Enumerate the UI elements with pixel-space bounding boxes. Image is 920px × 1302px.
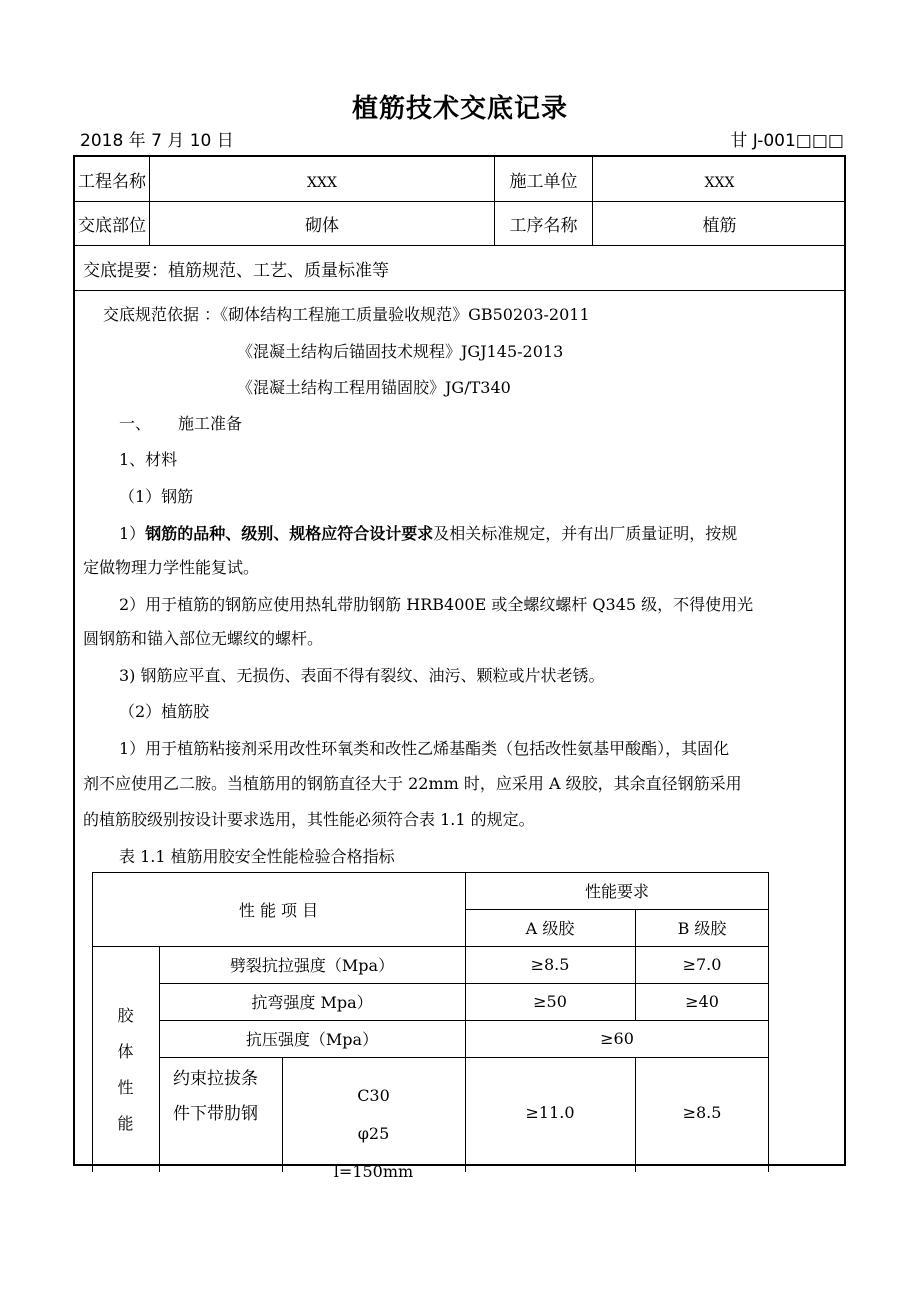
project-name-label: 工程名称 <box>78 171 146 192</box>
table-caption: 表 1.1 植筋用胶安全性能检验合格指标 <box>119 847 395 866</box>
row4-name <box>159 1062 282 1132</box>
group-char-3: 性 <box>117 1078 134 1097</box>
rebar-line-2: 2）用于植筋的钢筋应使用热轧带肋钢筋 HRB400E 或全螺纹螺杆 Q345 级，不得使用光 <box>119 595 754 614</box>
process-value: 植筋 <box>702 216 737 236</box>
row4-length: l=150mm <box>333 1162 414 1181</box>
section-1-number: 一、 <box>119 414 152 433</box>
basis-line-3: 《混凝土结构工程用锚固胶》JG/T340 <box>237 378 511 397</box>
row4-diameter: φ25 <box>357 1124 390 1143</box>
row1-b: ≥7.0 <box>682 955 722 974</box>
group-char-2: 体 <box>117 1042 134 1061</box>
row4-name-line-1: 约束拉拔条 <box>173 1069 258 1089</box>
header-grade-a: A 级胶 <box>525 919 575 938</box>
rebar-line-1-bold: 钢筋的品种、级别、规格应符合设计要求 <box>145 524 434 543</box>
rebar-line-1-num: 1） <box>119 524 146 543</box>
rebar-line-3: 3) 钢筋应平直、无损伤、表面不得有裂纹、油污、颗粒或片状老锈。 <box>119 666 605 685</box>
header-item: 性 能 项 目 <box>238 900 319 920</box>
basis-line-1: 交底规范依据 ：《砌体结构工程施工质量验收规范》GB50203-2011 <box>103 305 590 324</box>
glue-line-2: 剂不应使用乙二胺。当植筋用的钢筋直径大于 22mm 时，应采用 A 级胶，其余直径钢筋采用 <box>83 774 742 793</box>
record-code: 甘 J-001□□□ <box>730 131 844 151</box>
row3-name: 抗压强度（Mpa） <box>245 1030 379 1049</box>
rebar-line-2-cont: 圆钢筋和锚入部位无螺纹的螺杆。 <box>83 629 324 648</box>
row4-condition <box>282 1077 465 1191</box>
process-label: 工序名称 <box>509 216 578 236</box>
project-name-value: XXX <box>307 175 337 191</box>
group-label <box>92 946 159 1172</box>
row2-name: 抗弯强度 Mpa） <box>251 993 373 1012</box>
row3-ab: ≥60 <box>600 1029 634 1048</box>
row2-b: ≥40 <box>685 992 719 1011</box>
record-date: 2018 年 7 月 10 日 <box>80 131 234 151</box>
row4-name-line-2: 件下带肋钢 <box>173 1104 258 1124</box>
row1-name: 劈裂抗拉强度（Mpa） <box>229 956 395 975</box>
rebar-line-1-rest: 及相关标准规定，并有出厂质量证明，按规 <box>433 524 738 543</box>
record-form <box>73 155 846 1181</box>
summary: 交底提要：植筋规范、工艺、质量标准等 <box>83 260 389 281</box>
row4-a: ≥11.0 <box>525 1102 575 1122</box>
part-value: 砌体 <box>305 216 339 236</box>
row2-a: ≥50 <box>533 992 567 1011</box>
unit-value: XXX <box>704 175 735 191</box>
glue-line-1: 1）用于植筋粘接剂采用改性环氧类和改性乙烯基酯类（包括改性氨基甲酸酯），其固化 <box>119 739 730 758</box>
page-title: 植筋技术交底记录 <box>351 94 568 124</box>
glue-heading: （2）植筋胶 <box>119 702 210 721</box>
row1-a: ≥8.5 <box>530 955 570 974</box>
header-grade-b: B 级胶 <box>677 919 727 938</box>
materials-heading: 1、材料 <box>119 450 178 469</box>
rebar-heading: （1）钢筋 <box>119 487 194 506</box>
header-requirement: 性能要求 <box>584 882 649 901</box>
unit-label: 施工单位 <box>509 171 578 192</box>
group-char-1: 胶 <box>117 1006 134 1025</box>
row4-concrete: C30 <box>357 1086 390 1105</box>
part-label: 交底部位 <box>78 216 146 236</box>
row4-b: ≥8.5 <box>682 1102 722 1122</box>
group-char-4: 能 <box>117 1114 134 1133</box>
glue-line-3: 的植筋胶级别按设计要求选用，其性能必须符合表 1.1 的规定。 <box>83 810 535 829</box>
rebar-line-1 <box>119 521 737 544</box>
rebar-line-1-cont: 定做物理力学性能复试。 <box>83 558 260 577</box>
basis-line-2: 《混凝土结构后锚固技术规程》JGJ145-2013 <box>237 342 564 361</box>
section-1-title: 施工准备 <box>178 414 243 433</box>
glue-performance-table <box>92 872 769 1181</box>
